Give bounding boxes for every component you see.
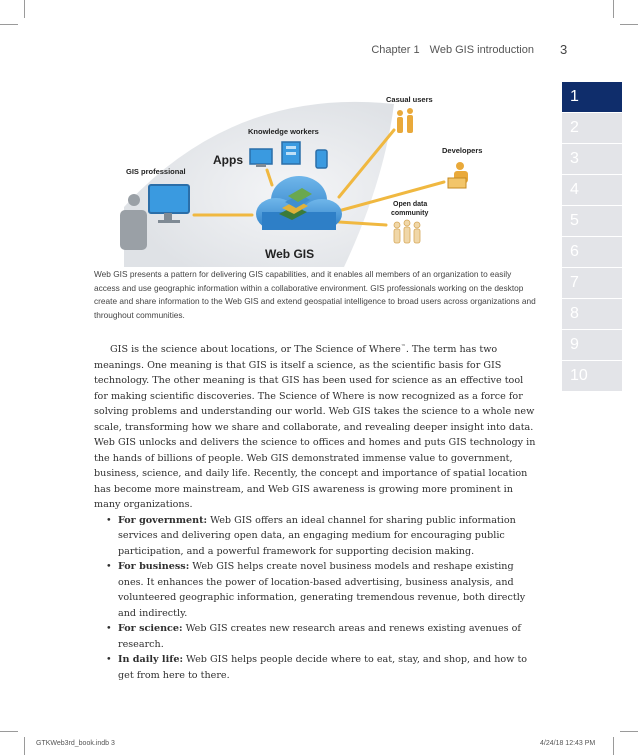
bullet-text: Web GIS offers an ideal channel for sharing public information services and delivering open data, an engaging medium for encouraging public participation, and a powerful framework for supporting decision making. (118, 514, 516, 557)
list-item (106, 621, 540, 652)
chapter-label: Chapter 1 (371, 44, 420, 56)
chapter-tab-5[interactable]: 5 (562, 206, 622, 237)
benefit-list (94, 513, 540, 684)
bullet-label: For government: (118, 514, 208, 526)
running-header (0, 42, 568, 60)
chapter-tab-8[interactable]: 8 (562, 299, 622, 330)
casual-users-label: Casual users (386, 95, 433, 104)
crop-mark (620, 731, 638, 732)
chapter-tab-2[interactable]: 2 (562, 113, 622, 144)
bullet-label: In daily life: (118, 654, 183, 666)
open-data-community-icon (394, 220, 420, 243)
bullet-text: Web GIS helps people decide where to eat, stay, and shop, and how to get from here to there. (118, 654, 528, 681)
crop-mark (24, 0, 25, 18)
page-number: 3 (560, 42, 568, 57)
developers-label: Developers (442, 146, 483, 155)
paragraph-rest: . The term has two meanings. One meaning is that GIS is itself a science, as the scientific basis for GIS technology. The other meaning is that GIS has been used for science as an effective tool for making scientific discoveries. The Science of Where is now recognized as a force for solving problems and understanding our world. Web GIS takes the science to a whole new scale, transforming how we share and collaborate, and revealing deeper insight into data. Web GIS unlocks and delivers the science to offices and homes and puts GIS technology in the hands of billions of people. Web GIS demonstrated immense value to government, business, science, and daily life. Recently, the concept and importance of spatial location has become more mainstream, and Web GIS awareness is growing more prominent in many organizations. (94, 344, 536, 511)
bullet-label: For business: (118, 561, 190, 573)
figure-illustration (94, 82, 544, 267)
paragraph-start: GIS is the science about locations, or The Science of Where (110, 344, 401, 356)
footer-file-name: GTKWeb3rd_book.indb 3 (36, 740, 115, 747)
chapter-tab-7[interactable]: 7 (562, 268, 622, 299)
casual-users-icon (397, 108, 413, 133)
knowledge-workers-label: Knowledge workers (248, 127, 319, 136)
list-item (106, 513, 540, 560)
web-gis-figure (94, 82, 544, 267)
apps-label: Apps (213, 153, 243, 167)
bullet-text: Web GIS helps create novel business models and reshape existing ones. It enhances the power of location-based advertising, business analysis, and volunteered geographic information, generating tremendous revenue, both directly and indirectly. (118, 561, 526, 619)
chapter-title: Web GIS introduction (429, 44, 534, 56)
chapter-heading (371, 44, 534, 56)
crop-mark (0, 24, 18, 25)
chapter-tab-10[interactable]: 10 (562, 361, 622, 392)
gis-professional-label: GIS professional (126, 167, 186, 176)
chapter-tab-3[interactable]: 3 (562, 144, 622, 175)
crop-mark (0, 731, 18, 732)
list-item (106, 652, 540, 683)
developers-icon (448, 162, 468, 188)
chapter-tab-1[interactable]: 1 (562, 82, 622, 113)
list-item (106, 559, 540, 621)
body-text (94, 340, 540, 683)
trademark-symbol: ™ (400, 344, 406, 350)
figure-caption: Web GIS presents a pattern for delivering GIS capabilities, and it enables all members of an organization to easily access and use geographic information within a collaborative environment. GIS professionals working on the desktop create and share information to the Web GIS and extend geospatial intelligence to broad users across organizations and throughout communities. (94, 269, 536, 320)
chapter-tab-6[interactable]: 6 (562, 237, 622, 268)
open-data-label-line2: community (391, 210, 429, 217)
open-data-label-line1: Open data (393, 201, 428, 208)
crop-mark (613, 0, 614, 18)
crop-mark (620, 24, 638, 25)
chapter-tab-9[interactable]: 9 (562, 330, 622, 361)
intro-paragraph (94, 340, 540, 513)
chapter-tab-4[interactable]: 4 (562, 175, 622, 206)
crop-mark (24, 737, 25, 755)
footer-timestamp: 4/24/18 12:43 PM (540, 740, 596, 747)
web-gis-label: Web GIS (265, 247, 315, 261)
crop-mark (613, 737, 614, 755)
bullet-label: For science: (118, 623, 183, 635)
bullet-text: Web GIS creates new research areas and renews existing avenues of research. (118, 623, 521, 650)
chapter-nav (562, 82, 622, 392)
